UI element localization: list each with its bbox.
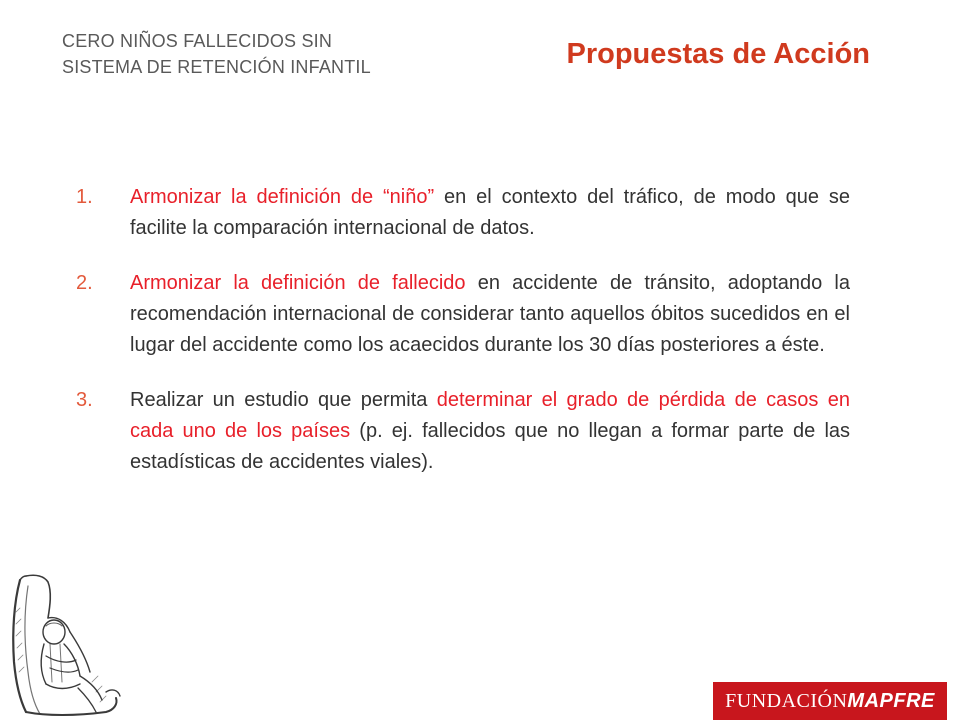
action-item: [76, 182, 850, 244]
child-car-seat-sketch-icon: [6, 572, 124, 718]
action-item: [76, 385, 850, 478]
logo-text-mapfre: MAPFRE: [847, 689, 935, 712]
highlighted-text: Armonizar la definición de “niño”: [130, 186, 435, 208]
item-text: (p. ej. fallecidos que no llegan a formar parte de las estadísticas de accidentes viales).: [130, 420, 851, 473]
section-label-line-1: CERO NIÑOS FALLECIDOS SIN: [62, 31, 333, 51]
item-text: en el contexto del tráfico, de modo que se facilite la comparación internacional de datos.: [130, 186, 850, 239]
section-label-line-2: SISTEMA DE RETENCIÓN INFANTIL: [62, 57, 371, 77]
highlighted-text: determinar el grado de pérdida de casos en cada uno de los países: [130, 389, 850, 442]
item-number: 1.: [76, 186, 93, 208]
item-text: en accidente de tránsito, adoptando la recomendación internacional de considerar tanto aquellos óbitos sucedidos en el lugar del accidente como los acaecidos durante los 30 días posteriores a éste.: [130, 272, 850, 356]
logo-text-fundacion: FUNDACIÓN: [725, 689, 848, 712]
page-title: Propuestas de Acción: [566, 38, 870, 70]
item-number: 2.: [76, 272, 93, 294]
highlighted-text: Armonizar la definición de fallecido: [130, 272, 466, 294]
action-list: [76, 182, 850, 502]
section-label: [62, 28, 442, 80]
fundacion-mapfre-logo: [713, 682, 947, 720]
action-item: [76, 268, 850, 361]
item-text: Realizar un estudio que permita: [130, 389, 437, 411]
item-number: 3.: [76, 389, 93, 411]
